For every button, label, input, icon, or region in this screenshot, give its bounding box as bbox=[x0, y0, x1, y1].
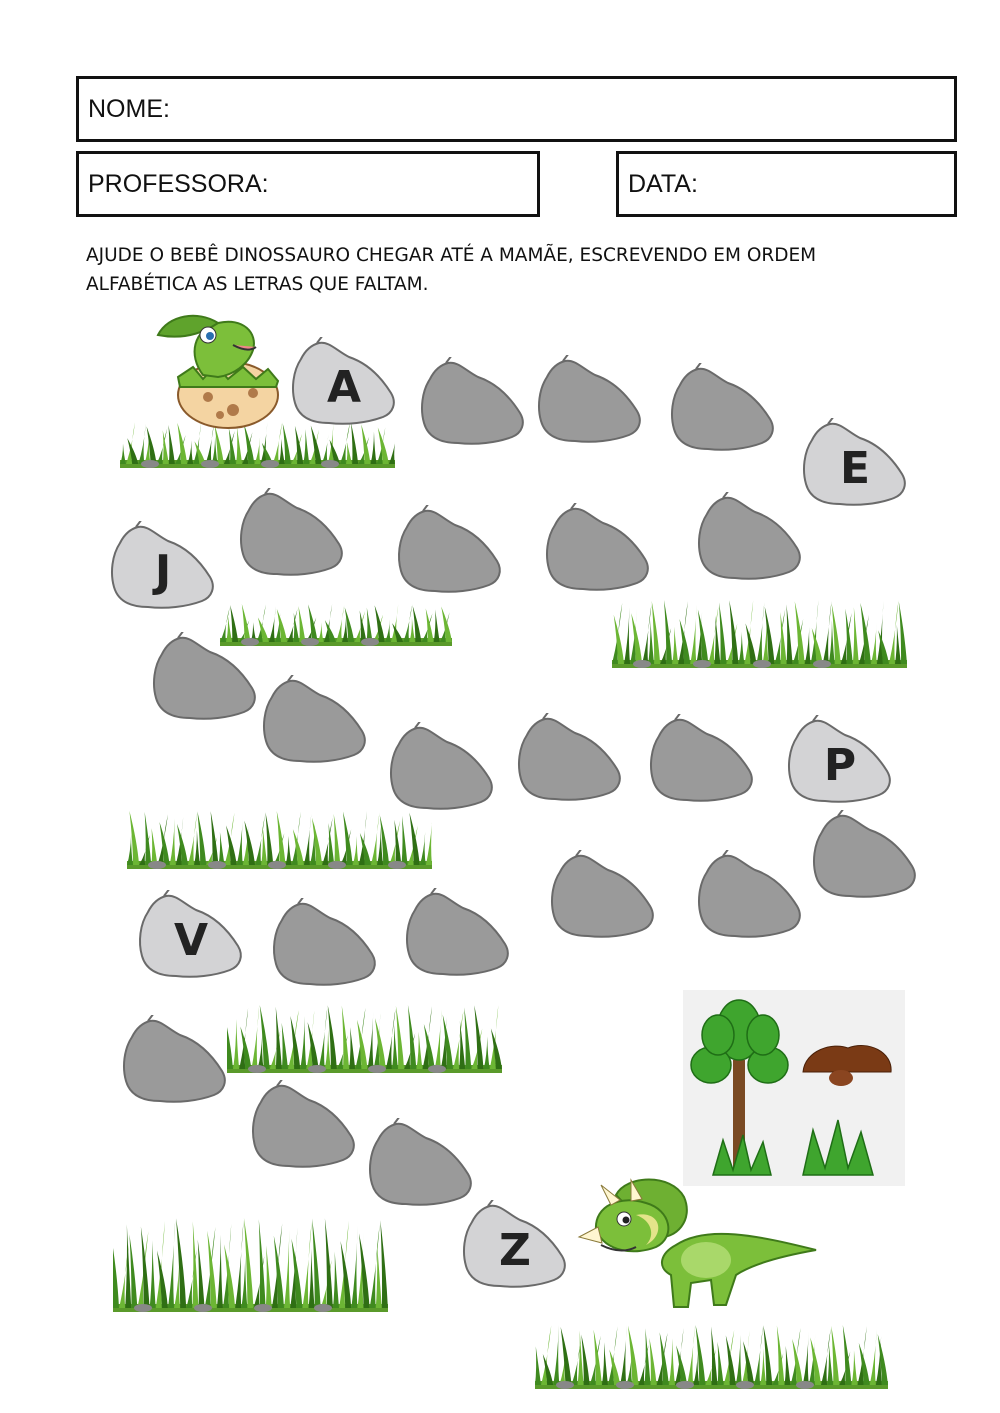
grass-strip bbox=[612, 600, 907, 670]
stone-blank[interactable] bbox=[237, 488, 347, 583]
instructions bbox=[86, 241, 926, 299]
stone-blank[interactable] bbox=[668, 363, 778, 458]
grass-strip bbox=[127, 811, 432, 871]
date-label: DATA: bbox=[628, 169, 698, 198]
stone-blank[interactable] bbox=[270, 898, 380, 993]
stone-blank[interactable] bbox=[120, 1015, 230, 1110]
stone-blank[interactable] bbox=[535, 355, 645, 450]
stone-blank[interactable] bbox=[695, 492, 805, 587]
stone-letter-text: Z bbox=[499, 1225, 531, 1276]
mother-triceratops-icon bbox=[576, 1175, 818, 1313]
stone-blank[interactable] bbox=[260, 675, 370, 770]
baby-dinosaur-egg-icon bbox=[148, 305, 288, 430]
instructions-line-1: AJUDE O BEBÊ DINOSSAURO CHEGAR ATÉ A MAMÃE, ESCREVENDO EM ORDEM bbox=[86, 245, 817, 266]
teacher-field[interactable] bbox=[76, 151, 540, 217]
grass-strip bbox=[227, 1005, 502, 1075]
stone-blank[interactable] bbox=[403, 888, 513, 983]
date-field[interactable] bbox=[616, 151, 957, 217]
stone-letter-text: E bbox=[839, 443, 871, 494]
grass-strip bbox=[113, 1218, 388, 1314]
stone-letter-text: P bbox=[823, 740, 857, 791]
stone-letter-v bbox=[136, 890, 246, 985]
stone-blank[interactable] bbox=[647, 714, 757, 809]
stone-letter-text: J bbox=[154, 546, 172, 597]
stone-letter-p bbox=[785, 715, 895, 810]
stone-blank[interactable] bbox=[418, 357, 528, 452]
grass-strip bbox=[535, 1325, 888, 1391]
stone-blank[interactable] bbox=[395, 505, 505, 600]
name-label: NOME: bbox=[88, 94, 170, 123]
stone-letter-a bbox=[289, 337, 399, 432]
instructions-line-2: ALFABÉTICA AS LETRAS QUE FALTAM. bbox=[86, 274, 429, 295]
stone-blank[interactable] bbox=[150, 632, 260, 727]
stone-letter-j bbox=[108, 521, 218, 616]
stone-blank[interactable] bbox=[249, 1080, 359, 1175]
stone-letter-text: V bbox=[173, 915, 209, 966]
stone-blank[interactable] bbox=[515, 713, 625, 808]
stone-letter-text: A bbox=[326, 362, 362, 413]
stone-blank[interactable] bbox=[810, 810, 920, 905]
stone-blank[interactable] bbox=[387, 722, 497, 817]
stone-blank[interactable] bbox=[548, 850, 658, 945]
stone-blank[interactable] bbox=[366, 1118, 476, 1213]
name-field[interactable] bbox=[76, 76, 957, 142]
teacher-label: PROFESSORA: bbox=[88, 169, 269, 198]
palm-tree-rocks-icon bbox=[683, 990, 905, 1186]
stone-blank[interactable] bbox=[543, 503, 653, 598]
stone-letter-z bbox=[460, 1200, 570, 1295]
stone-letter-e bbox=[800, 418, 910, 513]
stone-blank[interactable] bbox=[695, 850, 805, 945]
